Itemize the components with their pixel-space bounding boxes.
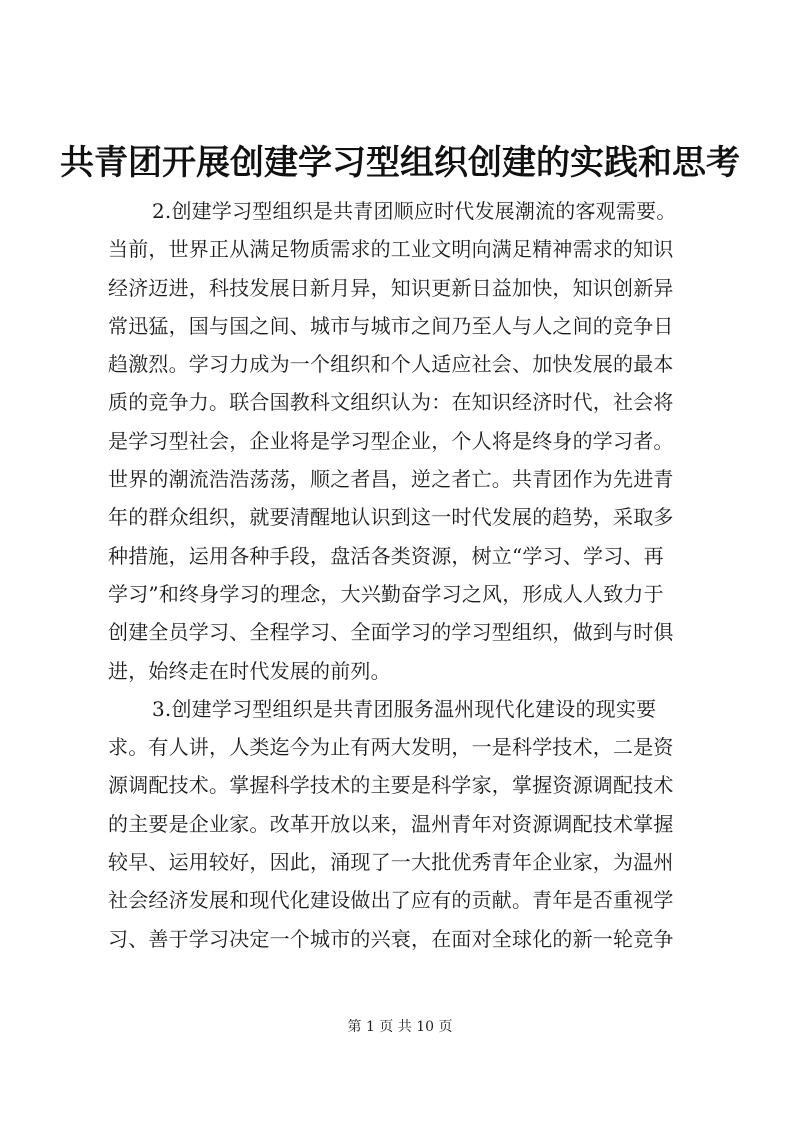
page-footer: 第 1 页 共 10 页: [347, 1019, 453, 1035]
paragraph-line: 求。有人讲，人类迄今为止有两大发明，一是科学技术，二是资: [108, 735, 674, 760]
paragraph-line: 是学习型社会，企业将是学习型企业，个人将是终身的学习者。: [108, 428, 674, 453]
paragraph-line: 经济迈进，科技发展日新月异，知识更新日益加快，知识创新异: [108, 275, 674, 300]
paragraph-line: 社会经济发展和现代化建设做出了应有的贡献。青年是否重视学: [108, 888, 674, 913]
paragraph-line: 源调配技术。掌握科学技术的主要是科学家，掌握资源调配技术: [108, 773, 674, 798]
paragraph-line: 年的群众组织，就要清醒地认识到这一时代发展的趋势，采取多: [108, 505, 674, 530]
paragraph-line: 2.创建学习型组织是共青团顺应时代发展潮流的客观需要。: [152, 199, 677, 223]
paragraph-line: 创建全员学习、全程学习、全面学习的学习型组织，做到与时俱: [108, 620, 674, 645]
paragraph-line: 习、善于学习决定一个城市的兴衰，在面对全球化的新一轮竞争: [108, 926, 674, 951]
paragraph-line: 常迅猛，国与国之间、城市与城市之间乃至人与人之间的竞争日: [108, 313, 674, 338]
paragraph-line: 当前，世界正从满足物质需求的工业文明向满足精神需求的知识: [108, 237, 674, 262]
paragraph-line: 学习”和终身学习的理念，大兴勤奋学习之风，形成人人致力于: [108, 581, 664, 606]
paragraph-line: 种措施，运用各种手段，盘活各类资源，树立“学习、学习、再: [108, 543, 664, 568]
paragraph-line: 质的竞争力。联合国教科文组织认为：在知识经济时代，社会将: [108, 390, 674, 415]
paragraph-line: 的主要是企业家。改革开放以来，温州青年对资源调配技术掌握: [108, 811, 674, 836]
paragraph-line: 世界的潮流浩浩荡荡，顺之者昌，逆之者亡。共青团作为先进青: [108, 467, 674, 492]
paragraph-line: 3.创建学习型组织是共青团服务温州现代化建设的现实要: [152, 696, 657, 721]
paragraph-line: 趋激烈。学习力成为一个组织和个人适应社会、加快发展的最本: [108, 352, 674, 377]
document-title: 共青团开展创建学习型组织创建的实践和思考: [60, 143, 740, 183]
document-body: [108, 192, 712, 958]
paragraph-line: 较早、运用较好，因此，涌现了一大批优秀青年企业家，为温州: [108, 850, 674, 875]
paragraph-line: 进，始终走在时代发展的前列。: [108, 658, 391, 683]
